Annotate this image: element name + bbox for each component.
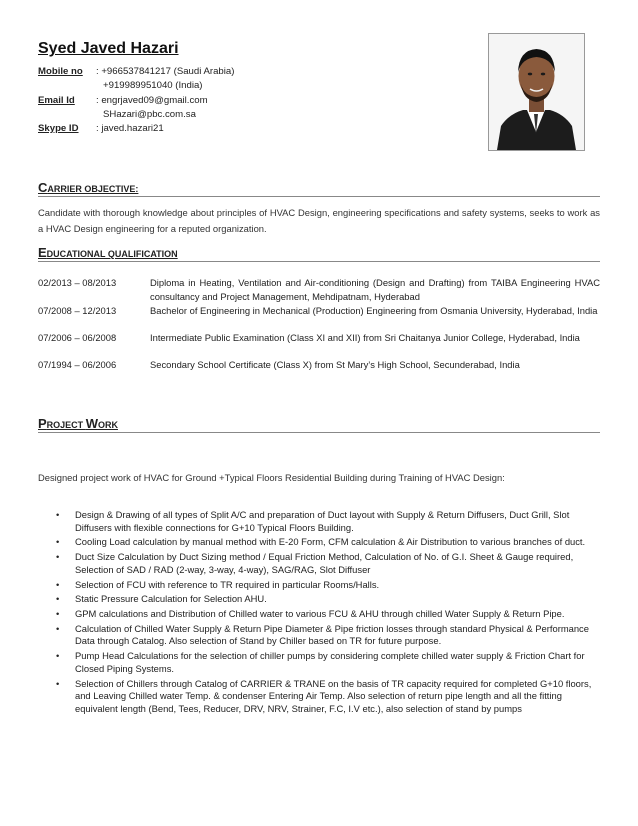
objective-heading-rest: ARRIER OBJECTIVE: <box>47 184 139 194</box>
education-dates: 07/2006 – 06/2008 <box>38 332 117 343</box>
objective-heading <box>38 180 600 197</box>
email-label: Email Id <box>38 95 75 106</box>
objective-text: Candidate with thorough knowledge about principles of HVAC Design, engineering specifications and safety systems, seeks to work as a HVAC Design engineering for a reputed organization. <box>38 207 600 234</box>
education-description: Secondary School Certificate (Class X) from St Mary’s High School, Secunderabad, India <box>150 359 520 370</box>
education-dates: 07/1994 – 06/2006 <box>38 359 117 370</box>
mobile-label: Mobile no <box>38 66 83 77</box>
project-heading <box>38 416 600 433</box>
skype-id: : javed.hazari21 <box>96 123 164 134</box>
project-heading-p: P <box>38 416 47 431</box>
mobile-number-2: +919989951040 (India) <box>103 80 203 91</box>
education-description: Intermediate Public Examination (Class XI and XII) from Sri Chaitanya Junior College, Hyderabad, India <box>150 332 580 343</box>
project-heading-ork: ORK <box>97 420 118 430</box>
project-bullet-list <box>38 509 600 718</box>
skype-label: Skype ID <box>38 123 79 134</box>
list-item: • Selection of Chillers through Catalog of CARRIER & TRANE on the basis of TR capacity required for completed G+10 floors, and Leaving Chilled water Temp. & condenser Entering Air Temp. Also selection of return pipe length and all the fitting equivalent length (Bend, Tees, Reducer, DRV, NRV, Strainer, F.C, I.V etc.), also selection of stand by pumps <box>38 678 600 716</box>
education-description: Bachelor of Engineering in Mechanical (Production) Engineering from Osmania University, Hyderabad, India <box>150 305 598 316</box>
mobile-number-1: : +966537841217 (Saudi Arabia) <box>96 66 235 77</box>
education-heading <box>38 245 600 262</box>
candidate-name: Syed Javed Hazari <box>38 40 179 57</box>
email-2: SHazari@pbc.com.sa <box>103 109 196 120</box>
education-heading-rest: DUCATIONAL QUALIFICATION <box>46 249 178 259</box>
list-item: • Pump Head Calculations for the selection of chiller pumps by considering complete chilled water supply & Friction Chart for Closed Piping Systems. <box>38 650 600 675</box>
project-heading-roject: ROJECT <box>46 420 86 430</box>
list-item: • Design & Drawing of all types of Split A/C and preparation of Duct layout with Supply & Return Diffusers, Duct Grill, Slot Diffusers with flexible connections for G+10 Typical Floors Building. <box>38 509 600 534</box>
list-item: • Calculation of Chilled Water Supply & Return Pipe Diameter & Pipe friction losses through standard Physical & Performance Data through Catalog. Also selection of Stand by Chiller based on TR for future purpose. <box>38 623 600 648</box>
education-heading-initial: E <box>38 245 47 260</box>
objective-heading-initial: C <box>38 180 48 195</box>
portrait-image <box>489 34 584 150</box>
list-item: • Duct Size Calculation by Duct Sizing method / Equal Friction Method, Calculation of No. of G.I. Sheet & Gauge required, Selection of SAD / RAD (2-way, 3-way, 4-way), SAG/RAG, Slot Diffuser <box>38 551 600 576</box>
project-heading-w: W <box>85 416 98 431</box>
list-item: • Selection of FCU with reference to TR required in particular Rooms/Halls. <box>38 579 600 592</box>
list-item: • Cooling Load calculation by manual method with E-20 Form, CFM calculation & Air Distribution to various branches of duct. <box>38 536 600 549</box>
education-dates: 07/2008 – 12/2013 <box>38 305 117 316</box>
education-description: Diploma in Heating, Ventilation and Air-conditioning (Design and Drafting) from TAIBA Engineering HVAC consultancy and Project Management, Mehdipatnam, Hyderabad <box>150 277 600 302</box>
list-item: • Static Pressure Calculation for Selection AHU. <box>38 593 600 606</box>
project-intro: Designed project work of HVAC for Ground +Typical Floors Residential Building during Training of HVAC Design: <box>38 472 505 483</box>
profile-photo <box>488 33 585 151</box>
education-dates: 02/2013 – 08/2013 <box>38 277 117 288</box>
list-item: • GPM calculations and Distribution of Chilled water to various FCU & AHU through chilled Water Supply & Return Pipe. <box>38 608 600 621</box>
email-1: : engrjaved09@gmail.com <box>96 95 208 106</box>
